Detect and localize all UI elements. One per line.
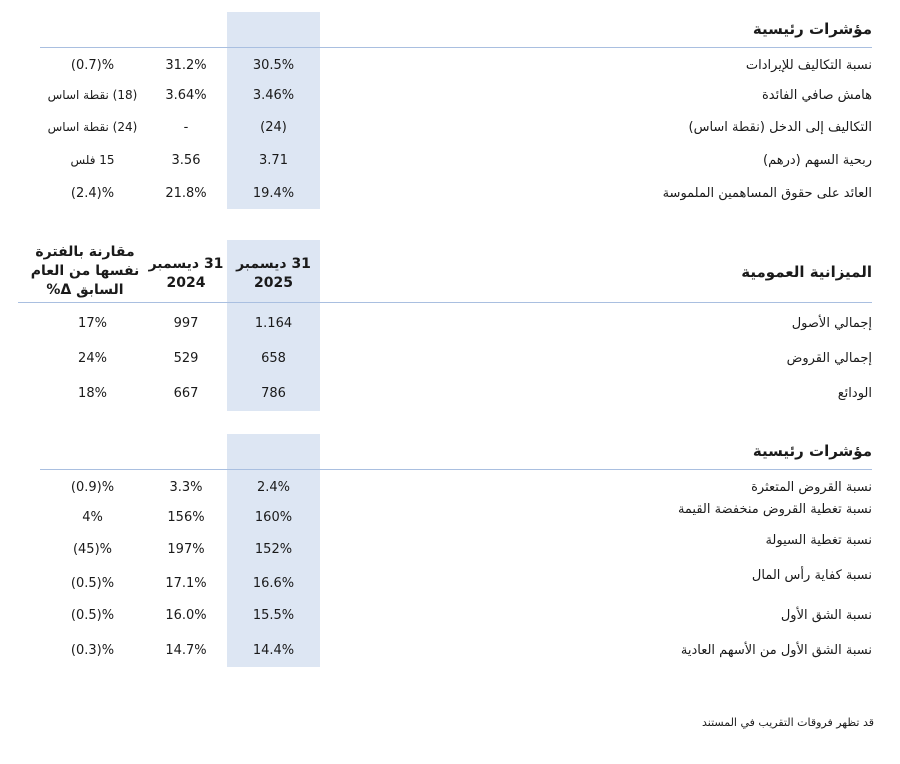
value-change: 24%	[78, 351, 107, 366]
row-label: إجمالي القروض	[786, 351, 872, 366]
section-divider	[40, 469, 872, 470]
value-2024: -	[183, 120, 189, 135]
value-2024: 31.2%	[165, 58, 207, 73]
row-label: نسبة القروض المتعثرة	[751, 480, 872, 495]
value-2024: 667	[173, 386, 199, 401]
row-label: إجمالي الأصول	[791, 316, 872, 331]
value-2025: 30.5%	[252, 58, 295, 73]
row-label: الودائع	[837, 386, 872, 401]
section-title-balance-sheet: الميزانية العمومية	[741, 263, 872, 281]
row-label: نسبة الشق الأول	[780, 608, 872, 623]
row-label: نسبة الشق الأول من الأسهم العادية	[680, 643, 872, 658]
value-2024: 156%	[167, 510, 205, 525]
value-2025: (24)	[260, 120, 287, 135]
value-2025: 1.164	[254, 316, 293, 331]
row-label: نسبة تغطية القروض منخفضة القيمة	[677, 502, 872, 517]
value-2025: 160%	[254, 510, 293, 525]
highlight-2025-block-1	[227, 12, 320, 209]
value-2025: 19.4%	[252, 186, 295, 201]
row-label: نسبة كفاية رأس المال	[751, 568, 872, 583]
value-change: (0.7)%	[70, 58, 115, 73]
value-2024: 17.1%	[165, 576, 207, 591]
value-2024: 197%	[167, 542, 205, 557]
section-divider	[40, 47, 872, 48]
rounding-footnote: قد تظهر فروقات التقريب في المستند	[702, 716, 874, 729]
section-divider	[18, 302, 872, 303]
value-change: (0.5)%	[70, 576, 115, 591]
row-label: هامش صافي الفائدة	[761, 88, 872, 103]
value-change: (45)%	[72, 542, 113, 557]
column-header-2025: 31 ديسمبر 2025	[236, 256, 311, 291]
value-2024: 3.64%	[165, 88, 207, 103]
value-change: (18) نقطة اساس	[47, 88, 138, 102]
value-2025: 658	[261, 351, 286, 366]
value-2025: 14.4%	[252, 643, 295, 658]
row-label: العائد على حقوق المساهمين الملموسة	[662, 186, 872, 201]
value-change: 4%	[82, 510, 103, 525]
row-label: نسبة التكاليف للإيرادات	[745, 58, 872, 73]
value-2024: 3.56	[171, 153, 201, 168]
value-change: 18%	[78, 386, 107, 401]
value-change: (0.9)%	[70, 480, 115, 495]
row-label: نسبة تغطية السيولة	[765, 533, 872, 548]
value-2024: 997	[173, 316, 199, 331]
row-label: التكاليف إلى الدخل (نقطة اساس)	[688, 120, 872, 135]
value-2025: 16.6%	[252, 576, 295, 591]
value-2024: 21.8%	[165, 186, 207, 201]
section-title-key-indicators: مؤشرات رئيسية	[752, 442, 872, 460]
value-change: (24) نقطة اساس	[47, 120, 138, 134]
value-change: 17%	[78, 316, 107, 331]
column-header-2024: 31 ديسمبر 2024	[148, 256, 224, 291]
value-2025: 786	[261, 386, 286, 401]
column-header-change: مقارنة بالفترة نفسها من العام السابق Δ%	[30, 244, 140, 298]
value-2024: 529	[173, 351, 199, 366]
value-2025: 3.71	[259, 153, 288, 168]
value-2024: 14.7%	[165, 643, 207, 658]
section-title-key-indicators: مؤشرات رئيسية	[752, 20, 872, 38]
value-2024: 16.0%	[165, 608, 207, 623]
value-change: (2.4)%	[70, 186, 115, 201]
row-label: ربحية السهم (درهم)	[763, 153, 872, 168]
value-change: 15 فلس	[70, 153, 115, 167]
value-2024: 3.3%	[169, 480, 203, 495]
value-2025: 3.46%	[252, 88, 295, 103]
value-2025: 2.4%	[256, 480, 291, 495]
value-2025: 152%	[254, 542, 293, 557]
value-change: (0.5)%	[70, 608, 115, 623]
value-2025: 15.5%	[252, 608, 295, 623]
value-change: (0.3)%	[70, 643, 115, 658]
